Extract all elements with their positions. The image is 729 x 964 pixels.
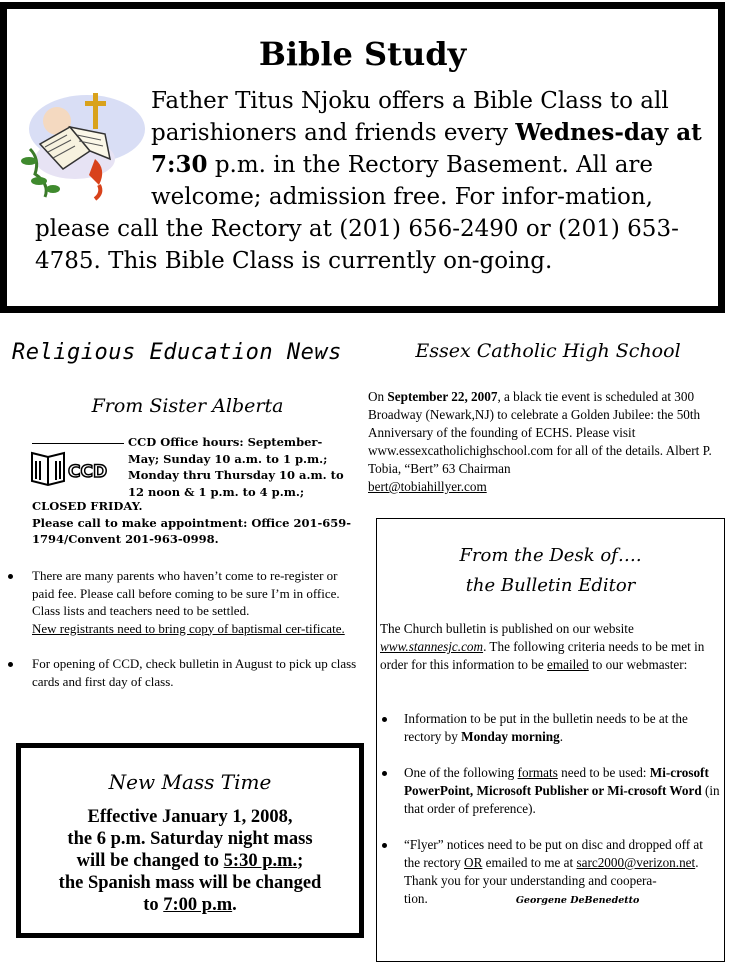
bible-study-title: Bible Study xyxy=(258,35,467,73)
mass-new-time: 5:30 p.m. xyxy=(223,851,298,871)
bulletin-editor-box xyxy=(376,518,725,962)
list-item xyxy=(380,836,721,910)
bullet-text: There are many parents who haven’t come to re-register or paid fee. Please call before coming to be sure I’m in office. Class lists and teachers need to be settled. xyxy=(32,568,340,618)
essex-catholic-heading: Essex Catholic High School xyxy=(415,340,681,362)
editor-heading-line: From the Desk of…. xyxy=(459,545,642,566)
editor-text: The Church bulletin is published on our website xyxy=(380,621,634,636)
bullet-text: emailed to me at xyxy=(482,855,577,870)
bible-text-part-2: p.m. in the Rectory Basement. All are welcome; admission free. For infor-mation, please call the Rectory at (201) 656-2490 or (201) 653-4785. This Bible Class is currently on-going. xyxy=(35,152,679,274)
editor-text: . The following criteria needs to be met in order for this information to be xyxy=(380,639,705,672)
bullet-bold: Mi-crosoft PowerPoint, Microsoft Publisher or Mi-crosoft Word xyxy=(404,765,709,798)
ccd-logo-icon xyxy=(30,447,122,487)
bullet-underlined: formats xyxy=(517,765,558,780)
mass-time-body xyxy=(21,806,359,916)
mass-text: . xyxy=(232,895,237,915)
bulletin-editor-intro xyxy=(380,620,721,674)
essex-date: September 22, 2007 xyxy=(387,389,498,404)
bullet-text: One of the following xyxy=(404,765,518,780)
bullet-text: “Flyer” notices need to be put on disc and dropped off at the rectory xyxy=(404,837,703,870)
ccd-rule xyxy=(32,443,124,444)
essex-catholic-text xyxy=(368,388,720,496)
mass-line xyxy=(21,894,359,916)
bullet-text: (in that order of preference). xyxy=(404,783,720,816)
bullet-icon xyxy=(382,843,387,848)
bullet-bold: Monday morning xyxy=(461,729,560,744)
sister-alberta-heading: From Sister Alberta xyxy=(91,395,284,417)
bulletin-editor-bullets xyxy=(380,710,721,928)
bullet-icon xyxy=(382,771,387,776)
bible-study-box xyxy=(0,2,725,313)
bullet-text: . xyxy=(559,729,563,744)
ccd-closed-friday: CLOSED FRIDAY. xyxy=(32,499,143,513)
editor-signature: Georgene DeBenedetto xyxy=(515,895,640,906)
mass-line xyxy=(21,850,359,872)
essex-text-part: On xyxy=(368,389,388,404)
editor-heading-line: the Bulletin Editor xyxy=(465,575,636,596)
ccd-call-info: Please call to make appointment: Office 201-659-1794/Convent 201-963-0998. xyxy=(32,515,352,546)
mass-line: the Spanish mass will be changed xyxy=(58,873,322,893)
spanish-mass-time: 7:00 p.m xyxy=(163,895,233,915)
mass-line: Effective January 1, 2008, xyxy=(87,807,293,827)
bullet-icon xyxy=(8,574,13,579)
mass-text: ; xyxy=(297,851,304,871)
religious-education-bullets xyxy=(8,567,363,708)
mass-text: to xyxy=(143,895,164,915)
bullet-text: need to be used: xyxy=(557,765,650,780)
editor-emailed: emailed xyxy=(547,657,589,672)
religious-education-heading: Religious Education News xyxy=(12,340,342,365)
bible-text-part-1: Father Titus Njoku offers a Bible Class to all parishioners and friends every xyxy=(151,88,669,146)
bulletin-editor-heading xyxy=(377,541,724,601)
bible-time-bold: Wednes-day at 7:30 xyxy=(151,119,702,178)
new-mass-time-box xyxy=(16,743,364,938)
ccd-office-hours: CCD Office hours: September-May; Sunday 10 a.m. to 1 p.m.; Monday thru Thursday 10 a.m. to 12 noon & 1 p.m. to 4 p.m.; xyxy=(128,435,344,499)
thank-you-text: Thank you for your understanding and coopera-tion. xyxy=(404,873,657,906)
list-item xyxy=(380,710,721,746)
list-item xyxy=(8,567,363,637)
essex-text-part: , a black tie event is scheduled at 300 Broadway (Newark,NJ) to celebrate a Golden Jubilee: the 50th Anniversary of the founding of ECHS. Please visit www.essexcatholichighschool.com for all of the details. Albert P. Tobia, “Bert” 63 Chairman xyxy=(368,389,712,476)
bullet-text: For opening of CCD, check bulletin in August to pick up class cards and first day of class. xyxy=(32,656,357,689)
mass-time-title: New Mass Time xyxy=(108,770,272,794)
list-item xyxy=(8,655,363,690)
bullet-text: . xyxy=(695,855,699,870)
mass-text: will be changed to xyxy=(76,851,224,871)
bullet-text: Information to be put in the bulletin needs to be at the rectory by xyxy=(404,711,688,744)
bullet-underlined-text: New registrants need to bring copy of baptismal cer-tificate. xyxy=(32,620,345,636)
mass-line: the 6 p.m. Saturday night mass xyxy=(67,829,313,849)
website-link[interactable]: www.stannesjc.com xyxy=(380,639,484,654)
editor-email-link[interactable]: sarc2000@verizon.net xyxy=(576,855,696,870)
ccd-closed-and-call xyxy=(32,498,362,548)
list-item xyxy=(380,764,721,818)
essex-email-link[interactable]: bert@tobiahillyer.com xyxy=(368,479,487,494)
ccd-logo-text: CCD xyxy=(68,462,108,482)
bible-study-text xyxy=(35,85,723,277)
bullet-icon xyxy=(382,717,387,722)
editor-text: to our webmaster: xyxy=(588,657,688,672)
bullet-underlined: OR xyxy=(464,855,483,870)
bullet-icon xyxy=(8,662,13,667)
